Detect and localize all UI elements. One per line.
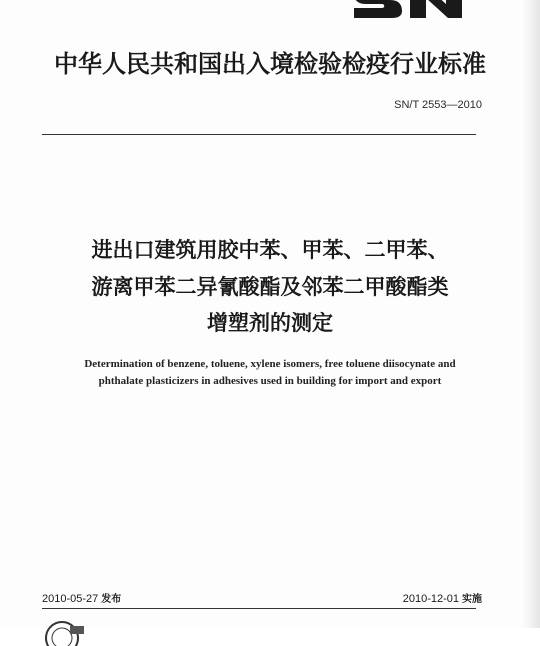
english-title-line-1: Determination of benzene, toluene, xylene isomers, free toluene diisocynate and xyxy=(84,358,456,370)
issue-label: 发布 xyxy=(101,594,122,605)
implementation-date-value: 2010-12-01 xyxy=(402,593,459,605)
standard-code: SN/T 2553—2010 xyxy=(394,99,482,111)
issue-date xyxy=(42,590,121,605)
implementation-label: 实施 xyxy=(462,594,482,605)
issuing-organization-title: 中华人民共和国出入境检验检疫行业标准 xyxy=(54,50,486,78)
implementation-date xyxy=(403,590,482,605)
top-divider xyxy=(42,134,476,135)
english-title-line-2: phthalate plasticizers in adhesives used in building for import and export xyxy=(98,375,442,387)
sn-logo-icon xyxy=(352,0,472,18)
bottom-divider xyxy=(42,608,476,609)
chinese-title-line-1: 进出口建筑用胶中苯、甲苯、二甲苯、 xyxy=(91,238,449,262)
chinese-title-line-2: 游离甲苯二异氰酸酯及邻苯二甲酸酯类 xyxy=(91,275,449,299)
issuer-seal-icon xyxy=(40,616,86,646)
chinese-title-line-3: 增塑剂的测定 xyxy=(207,311,333,335)
issue-date-value: 2010-05-27 xyxy=(42,593,99,605)
